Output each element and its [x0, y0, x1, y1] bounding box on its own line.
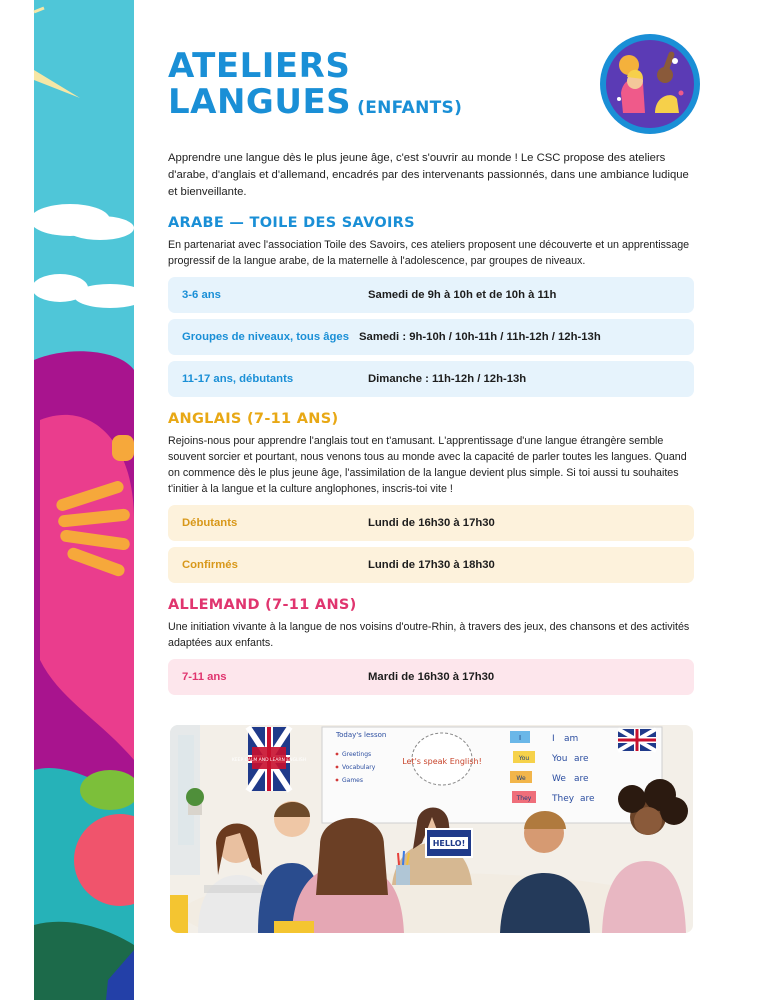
schedule-label: Confirmés — [182, 559, 238, 571]
board-pronoun: We — [552, 774, 566, 784]
section-text-anglais: Rejoins-nous pour apprendre l'anglais tout en t'amusant. L'apprentissage d'une langue étrangère semble souvent sorcier et pourtant, nous venons tous au monde avec la capacité de parler toutes les langues. Quand on commence dès le plus jeune âge, l'assimilation de la langue devient plus simple. Si toi aussi tu souhaites t'initier à la langue et la culture anglophones, inscris-toi vite ! — [168, 435, 687, 495]
schedule-value: Samedi de 9h à 10h et de 10h à 11h — [368, 289, 557, 301]
schedule-label: Débutants — [182, 517, 238, 529]
classroom-photo — [170, 725, 693, 933]
schedule-value: Dimanche : 11h-12h / 12h-13h — [368, 373, 527, 385]
schedule-label: 7-11 ans — [182, 671, 227, 683]
schedule-label: 3-6 ans — [182, 289, 221, 301]
intro-paragraph: Apprendre une langue dès le plus jeune âge, c'est s'ouvrir au monde ! Le CSC propose des ateliers d'arabe, d'anglais et d'allemand, encadrés par des intervenants passionnés, dans une ambiance ludique et bienveillante. — [168, 152, 689, 198]
schedule-row — [168, 361, 694, 397]
schedule-value: Mardi de 16h30 à 17h30 — [368, 671, 495, 683]
main-content — [168, 48, 694, 701]
schedule-row — [168, 319, 694, 355]
section-text-arabe: En partenariat avec l'association Toile des Savoirs, ces ateliers proposent une découverte et un apprentissage progressif de la langue arabe, de la maternelle à l'adolescence, par groupes de niveaux. — [168, 239, 690, 267]
hello-card-text: HELLO! — [432, 839, 466, 848]
section-title-arabe: ARABE — TOILE DES SAVOIRS — [168, 215, 415, 231]
board-pronoun: You — [552, 754, 568, 764]
schedule-row — [168, 547, 694, 583]
section-text-allemand: Une initiation vivante à la langue de nos voisins d'outre-Rhin, à travers des jeux, des chansons et des activités adaptées aux enfants. — [168, 621, 690, 649]
board-item: Greetings — [342, 751, 372, 758]
pronoun-card: You — [518, 755, 530, 762]
board-verb: am — [564, 734, 579, 744]
title-line-2: LANGUES — [168, 82, 352, 122]
board-heading: Today's lesson — [336, 731, 387, 739]
schedule-row — [168, 659, 694, 695]
pronoun-card: I — [518, 734, 522, 742]
schedule-value: Lundi de 16h30 à 17h30 — [368, 517, 495, 529]
title-line-1: ATELIERS — [168, 46, 351, 86]
title-subtitle: (ENFANTS) — [357, 98, 463, 118]
page-title — [168, 48, 694, 126]
schedule-label: 11-17 ans, débutants — [182, 373, 294, 385]
schedule-value: Samedi : 9h-10h / 10h-11h / 11h-12h / 12h-13h — [359, 331, 601, 343]
board-verb: are — [580, 794, 595, 804]
section-title-allemand: ALLEMAND (7-11 ANS) — [168, 597, 357, 613]
board-pronoun: They — [552, 794, 575, 804]
board-pronoun: I — [552, 734, 555, 744]
board-item: Vocabulary — [342, 764, 376, 771]
pronoun-card: We — [516, 775, 526, 782]
board-verb: are — [574, 754, 589, 764]
pronoun-card: They — [516, 795, 532, 802]
board-verb: are — [574, 774, 589, 784]
schedule-row — [168, 505, 694, 541]
schedule-label: Groupes de niveaux, tous âges — [182, 331, 349, 343]
section-title-anglais: ANGLAIS (7-11 ANS) — [168, 411, 339, 427]
decorative-side-strip — [0, 0, 134, 1000]
schedule-value: Lundi de 17h30 à 18h30 — [368, 559, 495, 571]
speech-bubble-text: Let's speak English! — [402, 757, 482, 766]
schedule-row — [168, 277, 694, 313]
poster-text: KEEP CALM AND LEARN ENGLISH — [231, 758, 307, 763]
board-item: Games — [342, 777, 363, 784]
